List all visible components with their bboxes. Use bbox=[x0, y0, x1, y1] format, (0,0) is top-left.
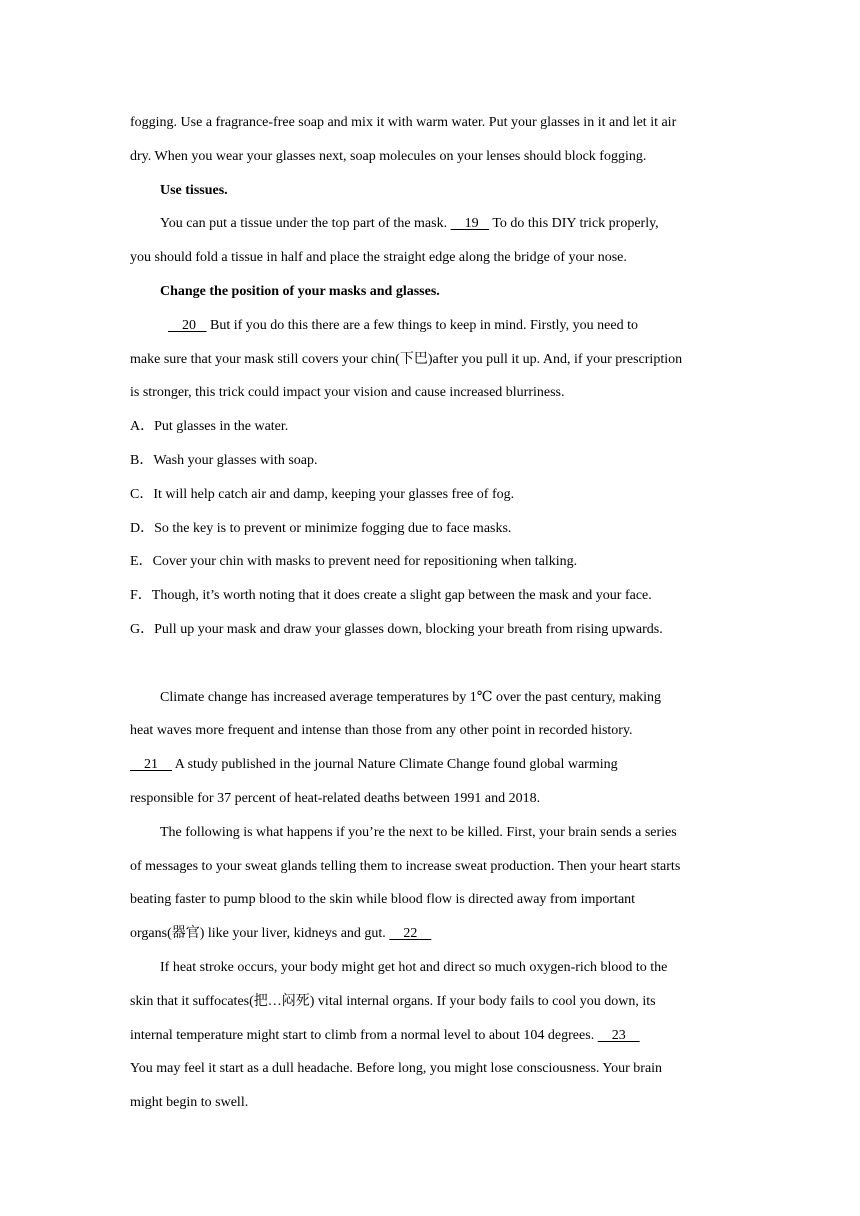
paragraph-line: make sure that your mask still covers your chin(下巴)after you pull it up. And, if your prescription bbox=[130, 351, 683, 367]
paragraph-line bbox=[130, 309, 730, 343]
paragraph-line bbox=[130, 917, 730, 951]
spacer bbox=[130, 647, 730, 681]
paragraph-line: beating faster to pump blood to the skin while blood flow is directed away from important bbox=[130, 892, 636, 908]
option-letter: E． bbox=[130, 554, 153, 570]
paragraph-line bbox=[130, 207, 730, 241]
option-text: Put glasses in the water. bbox=[154, 419, 289, 435]
option-letter: B． bbox=[130, 452, 154, 468]
option-text: Cover your chin with masks to prevent need for repositioning when talking. bbox=[152, 554, 578, 570]
paragraph-line: fogging. Use a fragrance-free soap and mix it with warm water. Put your glasses in it and let it air bbox=[130, 115, 677, 130]
option-text: Pull up your mask and draw your glasses down, blocking your breath from rising upwards. bbox=[154, 621, 663, 637]
option-b bbox=[130, 444, 730, 478]
paragraph-line: Climate change has increased average temperatures by 1℃ over the past century, making bbox=[160, 689, 662, 705]
option-a bbox=[130, 410, 730, 444]
blank-19: 19 bbox=[450, 216, 490, 232]
option-text: So the key is to prevent or minimize fogging due to face masks. bbox=[154, 520, 512, 536]
option-text: Wash your glasses with soap. bbox=[153, 452, 318, 468]
paragraph-line: If heat stroke occurs, your body might get hot and direct so much oxygen-rich blood to the bbox=[160, 959, 668, 975]
text-run: organs(器官) like your liver, kidneys and gut. bbox=[130, 926, 390, 942]
paragraph-line: of messages to your sweat glands telling them to increase sweat production. Then your heart starts bbox=[130, 858, 681, 874]
paragraph-line: heat waves more frequent and intense than those from any other point in recorded history. bbox=[130, 723, 633, 739]
option-d bbox=[130, 512, 730, 546]
paragraph-line: skin that it suffocates(把…闷死) vital internal organs. If your body fails to cool you down, its bbox=[130, 993, 656, 1009]
paragraph-line bbox=[130, 748, 730, 782]
option-text: It will help catch air and damp, keeping your glasses free of fog. bbox=[153, 486, 515, 502]
paragraph-line: is stronger, this trick could impact your vision and cause increased blurriness. bbox=[130, 385, 565, 401]
option-letter: F． bbox=[130, 588, 152, 604]
text-run: You can put a tissue under the top part of the mask. bbox=[160, 216, 451, 232]
section-heading-tissues: Use tissues. bbox=[160, 182, 228, 198]
blank-23: 23 bbox=[597, 1027, 640, 1043]
option-text: Though, it’s worth noting that it does create a slight gap between the mask and your face. bbox=[151, 588, 652, 604]
option-c bbox=[130, 478, 730, 512]
option-letter: D． bbox=[130, 520, 155, 536]
option-letter: A． bbox=[130, 419, 155, 435]
option-g bbox=[130, 613, 730, 647]
paragraph-line bbox=[130, 1019, 730, 1053]
option-letter: G． bbox=[130, 621, 155, 637]
blank-20: 20 bbox=[168, 317, 207, 333]
blank-21: 21 bbox=[130, 757, 172, 773]
text-run: internal temperature might start to climb from a normal level to about 104 degrees. bbox=[130, 1027, 598, 1043]
paragraph-line: responsible for 37 percent of heat-related deaths between 1991 and 2018. bbox=[130, 790, 541, 806]
paragraph-line: might begin to swell. bbox=[130, 1095, 249, 1111]
paragraph-line: you should fold a tissue in half and place the straight edge along the bridge of your nose. bbox=[130, 250, 627, 266]
paragraph-line: The following is what happens if you’re the next to be killed. First, your brain sends a series bbox=[160, 824, 677, 840]
paragraph-line: dry. When you wear your glasses next, soap molecules on your lenses should block fogging. bbox=[130, 148, 647, 164]
document-page bbox=[130, 106, 730, 1120]
option-letter: C． bbox=[130, 486, 154, 502]
blank-22: 22 bbox=[389, 926, 432, 942]
text-run: But if you do this there are a few things to keep in mind. Firstly, you need to bbox=[206, 317, 638, 333]
option-f bbox=[130, 579, 730, 613]
section-heading-position: Change the position of your masks and glasses. bbox=[160, 283, 440, 299]
paragraph-line: You may feel it start as a dull headache. Before long, you might lose consciousness. Your brain bbox=[130, 1061, 663, 1077]
option-e bbox=[130, 545, 730, 579]
text-run: A study published in the journal Nature Climate Change found global warming bbox=[172, 757, 618, 773]
text-run: To do this DIY trick properly, bbox=[489, 216, 659, 232]
